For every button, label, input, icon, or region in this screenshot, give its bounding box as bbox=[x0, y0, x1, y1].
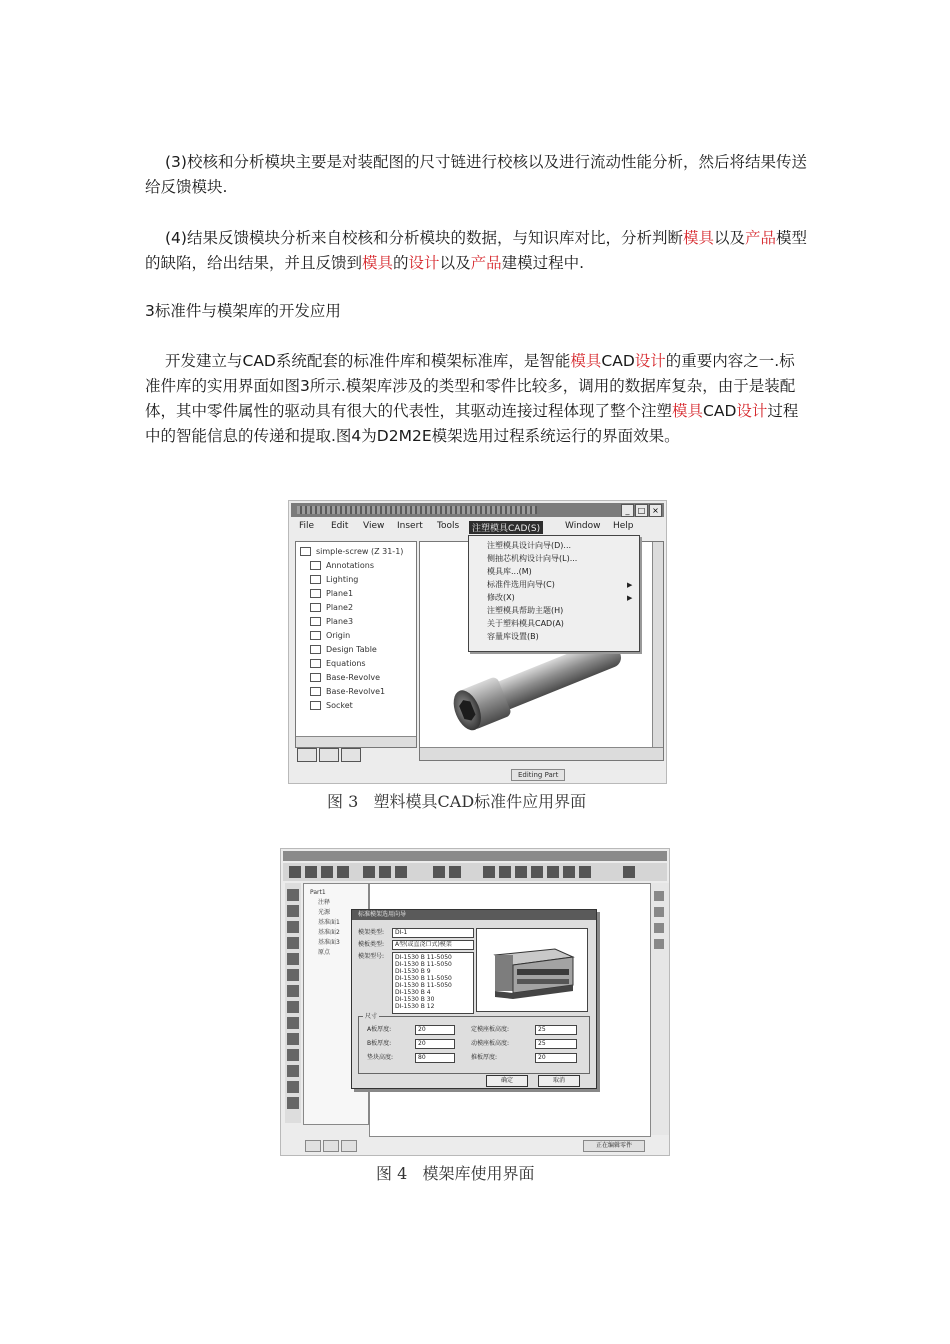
plane-icon bbox=[310, 617, 321, 626]
tree-item[interactable] bbox=[310, 672, 380, 684]
menu-item-mold-wizard[interactable]: 注塑模具设计向导(D)... bbox=[487, 541, 572, 550]
mold-base-dialog bbox=[351, 909, 597, 1089]
cut-icon[interactable] bbox=[363, 866, 375, 878]
annotation-icon bbox=[310, 561, 321, 570]
tree-root[interactable] bbox=[300, 546, 403, 558]
spacer-field[interactable]: 80 bbox=[415, 1053, 455, 1063]
copy-icon[interactable] bbox=[379, 866, 391, 878]
b-plate-label: B板厚度: bbox=[367, 1040, 392, 1047]
close-icon[interactable]: × bbox=[649, 504, 662, 517]
mold-size-label: 模架型号: bbox=[358, 953, 385, 960]
point-icon[interactable] bbox=[287, 985, 299, 997]
list-item[interactable]: DI-1530 B 11-5050 bbox=[395, 961, 452, 968]
a-plate-label: A板厚度: bbox=[367, 1026, 392, 1033]
tree-item-label: Lighting bbox=[326, 575, 359, 584]
menu-item-about[interactable]: 关于塑料模具CAD(A) bbox=[487, 619, 564, 628]
menu-item-mold-library[interactable]: 模具库...(M) bbox=[487, 567, 532, 576]
socket-icon bbox=[310, 701, 321, 710]
menu-item-help-topics[interactable]: 注塑模具帮助主题(H) bbox=[487, 606, 564, 615]
origin-icon bbox=[310, 631, 321, 640]
zoom-icon[interactable] bbox=[483, 866, 495, 878]
mold-size-list[interactable] bbox=[392, 952, 474, 1014]
text-run: 模型的缺陷，给出结果，并且反馈到 bbox=[145, 229, 808, 272]
mold-type-label: 模架类型: bbox=[358, 929, 385, 936]
tab-icon[interactable] bbox=[305, 1140, 321, 1152]
mirror-icon[interactable] bbox=[287, 1033, 299, 1045]
text-run: CAD bbox=[601, 352, 635, 370]
moving-clamp-label: 动模座板高度: bbox=[471, 1040, 510, 1047]
tree-item-label: Design Table bbox=[326, 645, 377, 654]
tree-item-label: Equations bbox=[326, 659, 366, 668]
pan-icon[interactable] bbox=[515, 866, 527, 878]
keyword-link[interactable]: 设计 bbox=[408, 254, 440, 272]
tree-item-label: Base-Revolve bbox=[326, 673, 380, 682]
figure-4-caption: 图 4 模架库使用界面 bbox=[376, 1164, 535, 1183]
list-item[interactable]: DI-1530 B 9 bbox=[395, 968, 431, 975]
status-bar bbox=[291, 769, 664, 781]
maximize-icon[interactable]: □ bbox=[635, 504, 648, 517]
mold-cad-dropdown bbox=[468, 535, 640, 652]
tree-item-label: Base-Revolve1 bbox=[326, 687, 386, 696]
keyword-link[interactable]: 模具 bbox=[682, 229, 714, 247]
keyword-link[interactable]: 产品 bbox=[745, 229, 777, 247]
menu-edit[interactable]: Edit bbox=[331, 521, 349, 531]
tree-item[interactable]: 基准面2 bbox=[318, 929, 340, 936]
shade-icon[interactable] bbox=[547, 866, 559, 878]
mold-preview bbox=[476, 928, 588, 1012]
text-run: 建模过程中. bbox=[501, 254, 585, 272]
tree-item[interactable] bbox=[310, 700, 353, 712]
trim-icon[interactable] bbox=[287, 1001, 299, 1013]
tree-item[interactable] bbox=[310, 560, 374, 572]
menu-view[interactable]: View bbox=[363, 521, 385, 531]
new-icon[interactable] bbox=[289, 866, 301, 878]
plate-type-label: 模板类型: bbox=[358, 941, 385, 948]
menu-file[interactable]: File bbox=[299, 521, 315, 531]
text-run: (4)结果反馈模块分析来自校核和分析模块的数据，与知识库对比，分析判断 bbox=[165, 229, 683, 247]
open-icon[interactable] bbox=[305, 866, 317, 878]
tree-item-label: Plane2 bbox=[326, 603, 354, 612]
menu-bar bbox=[291, 519, 664, 535]
tree-item[interactable] bbox=[310, 574, 358, 586]
tree-item[interactable] bbox=[310, 686, 385, 698]
group-title: 尺寸 bbox=[365, 1013, 378, 1020]
text-run: 的重要内容之一.标准件库的实用界面如图3所示.模架库涉及的类型和零件比较多，调用的数据库复杂，由于是装配体，其中零件属性的驱动具有很大的代表性，其驱动连接过程体现了整个注塑 bbox=[145, 352, 796, 420]
list-item[interactable]: DI-1530 B 11-5050 bbox=[395, 975, 452, 982]
tree-item[interactable]: 基准面1 bbox=[318, 919, 340, 926]
relation-icon[interactable] bbox=[287, 1081, 299, 1093]
tree-item-label: Annotations bbox=[326, 561, 375, 570]
list-item[interactable]: DI-1530 B 4 bbox=[395, 989, 431, 996]
keyword-link[interactable]: 产品 bbox=[470, 254, 502, 272]
paste-icon[interactable] bbox=[395, 866, 407, 878]
rotate-view-icon[interactable] bbox=[654, 923, 664, 933]
tree-item-label: Plane1 bbox=[326, 589, 354, 598]
fixed-clamp-field[interactable]: 25 bbox=[535, 1025, 577, 1035]
paragraph-feedback-module bbox=[145, 226, 810, 276]
plane-icon bbox=[310, 589, 321, 598]
keyword-link[interactable]: 模具 bbox=[672, 402, 704, 420]
revolve-icon bbox=[310, 687, 321, 696]
keyword-link[interactable]: 模具 bbox=[570, 352, 602, 370]
keyword-link[interactable]: 设计 bbox=[736, 402, 768, 420]
ok-button[interactable]: 确定 bbox=[486, 1075, 528, 1087]
tree-scrollbar[interactable] bbox=[296, 736, 416, 747]
submenu-arrow-icon: ▶ bbox=[627, 594, 633, 602]
text-run: 的 bbox=[393, 254, 409, 272]
spline-icon[interactable] bbox=[287, 969, 299, 981]
viewport-vertical-scrollbar[interactable] bbox=[652, 542, 663, 748]
moving-clamp-field[interactable]: 25 bbox=[535, 1039, 577, 1049]
tree-item[interactable]: 注释 bbox=[318, 899, 331, 906]
list-item[interactable]: DI-1530 B 11-5050 bbox=[395, 982, 452, 989]
dimension-icon[interactable] bbox=[287, 1065, 299, 1077]
zoom-fit-icon[interactable] bbox=[654, 891, 664, 901]
dimension-group bbox=[358, 1013, 590, 1074]
menu-window[interactable]: Window bbox=[565, 521, 601, 531]
menu-item-library-settings[interactable]: 容量库设置(B) bbox=[487, 632, 539, 641]
print-icon[interactable] bbox=[337, 866, 349, 878]
tree-item[interactable] bbox=[310, 616, 353, 628]
list-item[interactable]: DI-1530 B 11-5050 bbox=[395, 954, 452, 961]
tree-item[interactable] bbox=[310, 588, 353, 600]
keyword-link[interactable]: 设计 bbox=[634, 352, 666, 370]
text-run: 以及 bbox=[439, 254, 471, 272]
feature-tree bbox=[295, 541, 417, 748]
list-item[interactable]: DI-1530 B 12 bbox=[395, 1003, 435, 1010]
wireframe-icon[interactable] bbox=[563, 866, 575, 878]
view-toolbar bbox=[651, 883, 669, 1135]
submenu-arrow-icon: ▶ bbox=[627, 581, 633, 589]
list-item[interactable]: DI-1530 B 30 bbox=[395, 996, 435, 1003]
tree-item[interactable] bbox=[310, 602, 353, 614]
tree-item-label: Plane3 bbox=[326, 617, 354, 626]
menu-tools[interactable]: Tools bbox=[437, 521, 460, 531]
offset-icon[interactable] bbox=[287, 1049, 299, 1061]
mold-base-image bbox=[477, 929, 587, 1011]
sketch-icon[interactable] bbox=[287, 889, 299, 901]
rotate-icon[interactable] bbox=[499, 866, 511, 878]
window-titlebar bbox=[283, 851, 667, 861]
a-plate-field[interactable]: 20 bbox=[415, 1025, 455, 1035]
help-icon[interactable] bbox=[623, 866, 635, 878]
menu-insert[interactable]: Insert bbox=[397, 521, 423, 531]
feature-tab-icon[interactable] bbox=[297, 748, 317, 762]
dialog-title: 标准模架选用向导 bbox=[352, 910, 596, 920]
minimize-icon[interactable]: _ bbox=[621, 504, 634, 517]
tree-item[interactable] bbox=[310, 630, 350, 642]
text-run: CAD bbox=[703, 402, 737, 420]
menu-item-standard-part-wizard[interactable]: 标准件选用向导(C) bbox=[487, 580, 555, 589]
part-icon bbox=[300, 547, 311, 556]
undo-icon[interactable] bbox=[433, 866, 445, 878]
figure-3-screenshot bbox=[288, 500, 667, 784]
menu-item-modify[interactable]: 修改(X) bbox=[487, 593, 515, 602]
menu-item-core-pull-wizard[interactable]: 侧抽芯机构设计向导(L)... bbox=[487, 554, 578, 563]
cancel-button[interactable]: 取消 bbox=[538, 1075, 580, 1087]
figure-4-screenshot bbox=[280, 848, 670, 1156]
section-heading: 3标准件与模架库的开发应用 bbox=[145, 302, 341, 320]
text-run: 开发建立与CAD系统配套的标准件库和模架标准库，是智能 bbox=[165, 352, 571, 370]
plate-type-select[interactable]: A型(或直浇口式)模架 bbox=[392, 940, 474, 950]
spacer-label: 垫块高度: bbox=[367, 1054, 394, 1061]
mold-type-select[interactable]: DI-1 bbox=[392, 928, 474, 938]
keyword-link[interactable]: 模具 bbox=[362, 254, 394, 272]
zoom-in-icon[interactable] bbox=[654, 907, 664, 917]
status-bar bbox=[283, 1139, 667, 1153]
text-run: 过程中的智能信息的传递和提取.图4为D2M2E模架选用过程系统运行的界面效果。 bbox=[145, 402, 799, 445]
tree-item[interactable]: 原点 bbox=[318, 949, 331, 956]
tree-item[interactable]: 光源 bbox=[318, 909, 331, 916]
plane-icon bbox=[310, 603, 321, 612]
text-run: 以及 bbox=[713, 229, 745, 247]
tree-tabs bbox=[295, 748, 415, 762]
status-text: Editing Part bbox=[511, 769, 565, 781]
redo-icon[interactable] bbox=[449, 866, 461, 878]
arc-icon[interactable] bbox=[287, 937, 299, 949]
circle-icon[interactable] bbox=[287, 921, 299, 933]
tree-item[interactable] bbox=[310, 644, 377, 656]
tree-item-label: Origin bbox=[326, 631, 351, 640]
paragraph-verify-module bbox=[145, 150, 810, 200]
config-tab-icon[interactable] bbox=[341, 748, 361, 762]
tab-icon[interactable] bbox=[341, 1140, 357, 1152]
ejector-plate-field[interactable]: 20 bbox=[535, 1053, 577, 1063]
paragraph-library-dev bbox=[145, 349, 810, 449]
equation-icon bbox=[310, 659, 321, 668]
figure-3-caption: 图 3 塑料模具CAD标准件应用界面 bbox=[327, 792, 587, 811]
menu-mold-cad[interactable]: 注塑模具CAD(S) bbox=[469, 521, 543, 534]
fixed-clamp-label: 定模座板高度: bbox=[471, 1026, 510, 1033]
rectangle-icon[interactable] bbox=[287, 953, 299, 965]
command-toolbar bbox=[285, 883, 301, 1123]
light-icon bbox=[310, 575, 321, 584]
revolve-icon bbox=[310, 673, 321, 682]
b-plate-field[interactable]: 20 bbox=[415, 1039, 455, 1049]
tree-root-label: simple-screw (Z 31-1) bbox=[316, 547, 404, 556]
tree-item[interactable]: 基准面3 bbox=[318, 939, 340, 946]
viewport-horizontal-scrollbar[interactable] bbox=[420, 747, 663, 760]
grid-icon[interactable] bbox=[287, 1097, 299, 1109]
pan-view-icon[interactable] bbox=[654, 939, 664, 949]
text-run: (3)校核和分析模块主要是对装配图的尺寸链进行校核以及进行流动性能分析，然后将结果传送给反馈模块. bbox=[145, 153, 807, 196]
status-text: 正在编辑零件 bbox=[583, 1140, 645, 1152]
tree-root[interactable]: Part1 bbox=[310, 889, 326, 896]
section-icon[interactable] bbox=[579, 866, 591, 878]
tree-item[interactable] bbox=[310, 658, 366, 670]
view-icon[interactable] bbox=[531, 866, 543, 878]
menu-help[interactable]: Help bbox=[613, 521, 634, 531]
toolbar bbox=[283, 863, 667, 881]
extend-icon[interactable] bbox=[287, 1017, 299, 1029]
ejector-plate-label: 推板厚度: bbox=[471, 1054, 498, 1061]
table-icon bbox=[310, 645, 321, 654]
window-titlebar bbox=[291, 503, 664, 517]
tab-icon[interactable] bbox=[323, 1140, 339, 1152]
property-tab-icon[interactable] bbox=[319, 748, 339, 762]
line-icon[interactable] bbox=[287, 905, 299, 917]
tree-item-label: Socket bbox=[326, 701, 353, 710]
save-icon[interactable] bbox=[321, 866, 333, 878]
